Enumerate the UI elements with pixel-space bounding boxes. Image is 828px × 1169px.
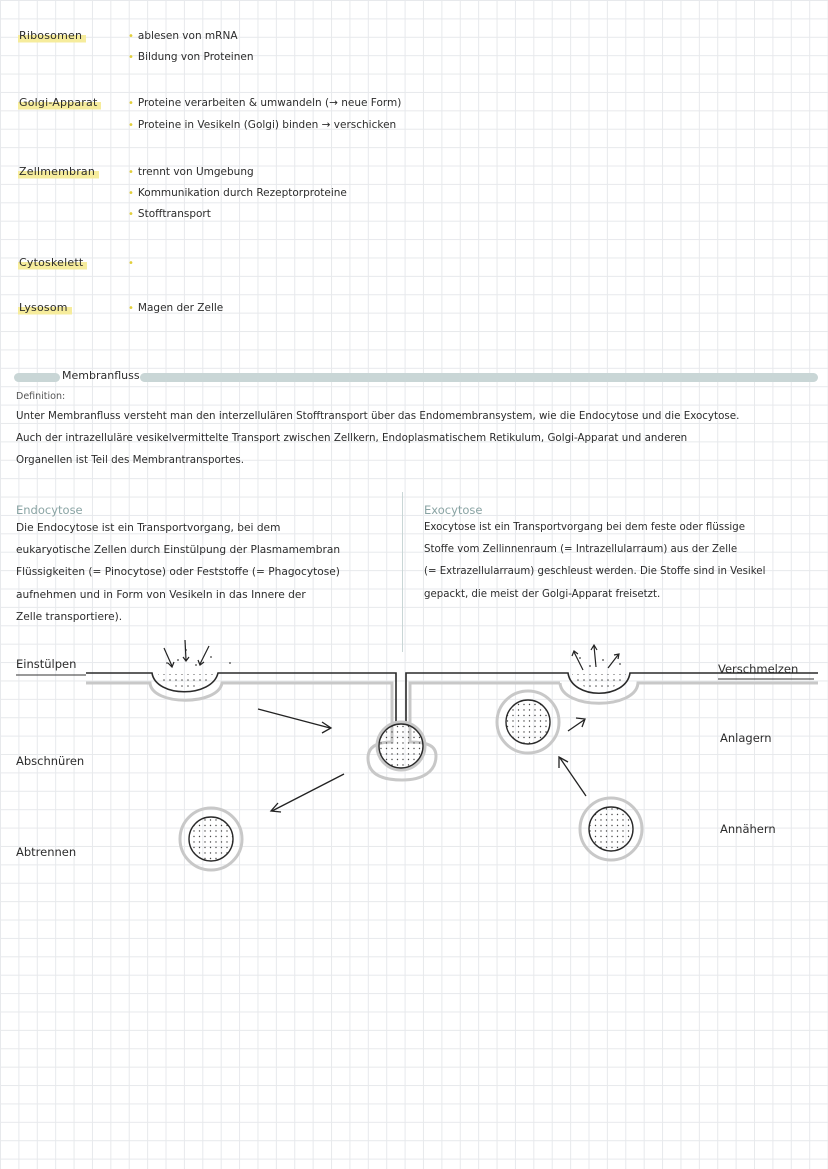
term-ribosomen: Ribosomen [18, 28, 86, 44]
endocytose-line: eukaryotische Zellen durch Einstülpung der Plasmamembran [16, 544, 341, 557]
membrane-transport-diagram [0, 630, 828, 880]
exocytose-line: Exocytose ist ein Transportvorgang bei dem feste oder flüssige [424, 522, 745, 533]
bullet-item: • Bildung von Proteinen [128, 51, 253, 64]
term-cytoskelett: Cytoskelett [18, 255, 87, 271]
bullet-item: • Proteine in Vesikeln (Golgi) binden → verschicken [128, 119, 396, 132]
exocytose-line: Stoffe vom Zellinnenraum (= Intrazellularraum) aus der Zelle [424, 544, 738, 556]
bullet-item: • trennt von Umgebung [128, 166, 254, 179]
heading-bar-left [14, 373, 60, 382]
endocytose-line: Die Endocytose ist ein Transportvorgang, bei dem [16, 522, 281, 534]
vesicle-approaching [589, 807, 633, 851]
definition-line: Organellen ist Teil des Membrantransportes. [16, 454, 245, 467]
pinocytosis-content [158, 674, 214, 688]
exocytosis-content [572, 674, 626, 689]
label-abschnueren: Abschnüren [16, 754, 85, 768]
label-annaehern: Annähern [720, 822, 776, 836]
bullet-item [128, 257, 138, 270]
bullet-item: • Proteine verarbeiten & umwandeln (→ neue Form) [128, 97, 401, 110]
bullet-item: • Kommunikation durch Rezeptorproteine [128, 187, 347, 200]
endocytose-title: Endocytose [16, 503, 83, 517]
definition-line: Unter Membranfluss versteht man den interzellulären Stofftransport über das Endomembransystem, wie die Endocytose und die Exocytose. [16, 410, 740, 422]
term-golgi-apparat: Golgi-Apparat [18, 95, 101, 111]
label-abtrennen: Abtrennen [16, 845, 77, 859]
term-zellmembran: Zellmembran [18, 164, 99, 180]
term-lysosom: Lysosom [18, 300, 72, 316]
exocytose-line: (= Extrazellularraum) geschleust werden. Die Stoffe sind in Vesikel [424, 566, 766, 578]
endocytose-line: Flüssigkeiten (= Pinocytose) oder Feststoffe (= Phagocytose) [16, 566, 340, 579]
bullet-item: • Magen der Zelle [128, 302, 223, 315]
heading-bar-right [140, 373, 818, 382]
endocytose-section [16, 503, 396, 628]
vesicle-docking [506, 700, 550, 744]
definition-line: Auch der intrazelluläre vesikelvermittelte Transport zwischen Zellkern, Endoplasmatischem Retikulum, Golgi-Apparat und anderen [16, 432, 688, 445]
label-einstuelpen: Einstülpen [16, 657, 77, 671]
bullet-item: • ablesen von mRNA [128, 30, 238, 43]
membrane-inner [86, 683, 560, 780]
column-divider [402, 492, 403, 652]
label-anlagern: Anlagern [720, 731, 772, 745]
definition-text [16, 405, 822, 472]
outward-arrows [572, 645, 619, 670]
label-verschmelzen: Verschmelzen [718, 662, 799, 676]
endocytose-line: Zelle transportiere). [16, 610, 123, 623]
bullet-item: • Stofftransport [128, 208, 211, 221]
endocytose-line: aufnehmen und in Form von Vesikeln in das Innere der [16, 588, 306, 601]
exocytose-title: Exocytose [424, 503, 483, 517]
exocytose-section [424, 503, 822, 606]
inward-arrows [164, 640, 209, 667]
exocytose-line: gepackt, die meist der Golgi-Apparat freisetzt. [424, 588, 661, 600]
section-heading-membranfluss: Membranfluss [62, 369, 140, 382]
definition-label: Definition: [16, 391, 66, 402]
vesicle-pinching [379, 724, 423, 768]
vesicle-detached [189, 817, 233, 861]
